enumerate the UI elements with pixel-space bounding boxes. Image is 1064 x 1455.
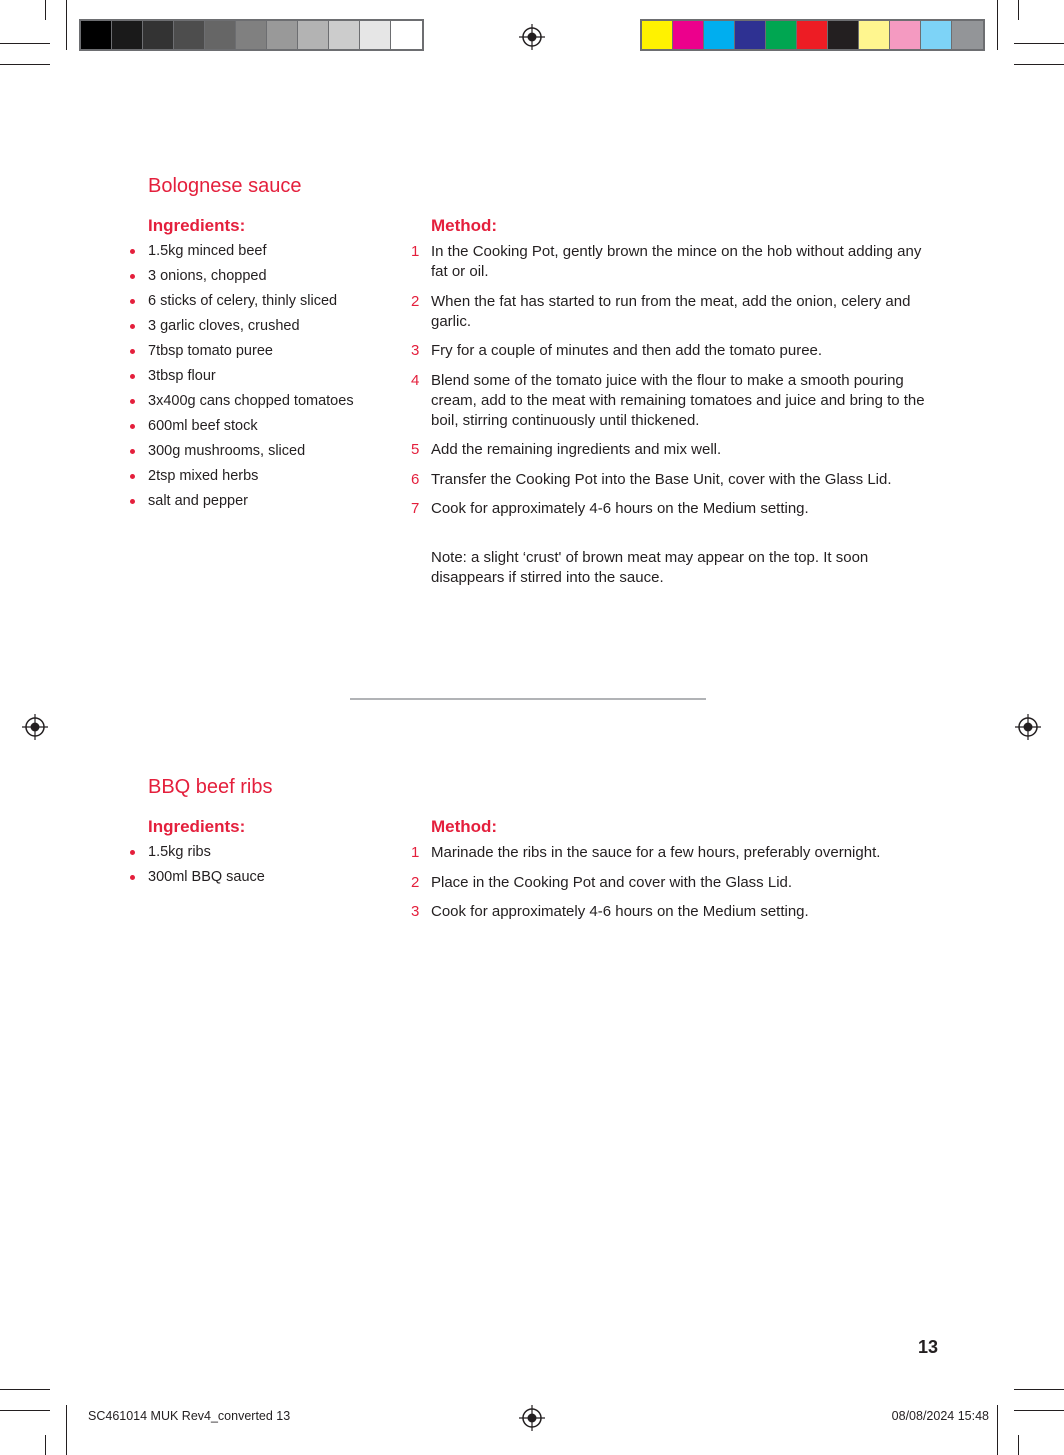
section-divider bbox=[350, 698, 706, 700]
bullet-icon bbox=[130, 399, 135, 404]
color-swatch bbox=[236, 21, 267, 49]
ingredients-list bbox=[130, 242, 354, 517]
crop-mark bbox=[1018, 0, 1019, 20]
ingredient-item bbox=[130, 267, 354, 292]
step-number: 1 bbox=[411, 844, 420, 861]
method-step bbox=[408, 242, 938, 282]
ingredient-text: 1.5kg minced beef bbox=[148, 243, 267, 259]
method-steps bbox=[408, 242, 938, 529]
color-swatch bbox=[673, 21, 704, 49]
method-step bbox=[408, 440, 938, 460]
method-step bbox=[408, 902, 938, 922]
color-swatch bbox=[859, 21, 890, 49]
crop-mark bbox=[1018, 1435, 1019, 1455]
crop-mark bbox=[45, 0, 46, 20]
recipe-title: BBQ beef ribs bbox=[148, 776, 273, 798]
registration-mark-icon bbox=[1015, 714, 1041, 740]
method-heading: Method: bbox=[431, 817, 498, 836]
method-step bbox=[408, 873, 938, 893]
crop-mark bbox=[0, 43, 50, 44]
ingredient-item bbox=[130, 292, 354, 317]
ingredient-text: 600ml beef stock bbox=[148, 418, 258, 434]
crop-mark bbox=[1014, 64, 1064, 65]
crop-mark bbox=[0, 1389, 50, 1390]
step-number: 3 bbox=[411, 342, 420, 359]
bullet-icon bbox=[130, 499, 135, 504]
ingredient-item bbox=[130, 868, 265, 893]
method-step bbox=[408, 292, 938, 332]
ingredient-text: 1.5kg ribs bbox=[148, 844, 211, 860]
color-swatch bbox=[174, 21, 205, 49]
registration-mark-icon bbox=[22, 714, 48, 740]
ingredient-item bbox=[130, 242, 354, 267]
crop-mark bbox=[0, 1410, 50, 1411]
bullet-icon bbox=[130, 249, 135, 254]
bullet-icon bbox=[130, 274, 135, 279]
method-steps bbox=[408, 843, 938, 932]
ingredients-heading: Ingredients: bbox=[148, 817, 246, 836]
ingredient-text: 6 sticks of celery, thinly sliced bbox=[148, 293, 338, 309]
grayscale-color-bar bbox=[79, 19, 424, 51]
ingredient-text: 300ml BBQ sauce bbox=[148, 869, 265, 885]
color-swatch bbox=[329, 21, 360, 49]
recipe-note: Note: a slight ‘crust' of brown meat may appear on the top. It soon disappears if stirred into the sauce. bbox=[431, 549, 869, 586]
process-color-bar bbox=[640, 19, 985, 51]
color-swatch bbox=[766, 21, 797, 49]
footer-timestamp: 08/08/2024 15:48 bbox=[891, 1409, 989, 1423]
color-swatch bbox=[391, 21, 422, 49]
step-text: Blend some of the tomato juice with the flour to make a smooth pouring cream, add to the meat with remaining tomatoes and juice and bring to the boil, stirring continuously until thickened. bbox=[431, 371, 925, 429]
color-swatch bbox=[921, 21, 952, 49]
crop-mark bbox=[0, 64, 50, 65]
color-swatch bbox=[205, 21, 236, 49]
ingredient-item bbox=[130, 843, 265, 868]
method-step bbox=[408, 843, 938, 863]
bullet-icon bbox=[130, 374, 135, 379]
ingredient-item bbox=[130, 317, 354, 342]
bullet-icon bbox=[130, 299, 135, 304]
ingredient-text: salt and pepper bbox=[148, 493, 248, 509]
color-swatch bbox=[642, 21, 673, 49]
step-number: 1 bbox=[411, 243, 420, 260]
step-text: When the fat has started to run from the meat, add the onion, celery and garlic. bbox=[431, 292, 911, 330]
recipe-title: Bolognese sauce bbox=[148, 175, 302, 197]
color-swatch bbox=[797, 21, 828, 49]
step-text: In the Cooking Pot, gently brown the mince on the hob without adding any fat or oil. bbox=[431, 243, 922, 280]
crop-mark bbox=[1014, 43, 1064, 44]
footer-file-info: SC461014 MUK Rev4_converted 13 bbox=[88, 1409, 291, 1423]
ingredients-list bbox=[130, 843, 265, 893]
step-text: Cook for approximately 4-6 hours on the Medium setting. bbox=[431, 500, 809, 517]
ingredient-item bbox=[130, 342, 354, 367]
ingredient-text: 300g mushrooms, sliced bbox=[148, 443, 306, 459]
method-step bbox=[408, 371, 938, 431]
ingredient-text: 3 onions, chopped bbox=[148, 268, 267, 284]
method-step bbox=[408, 499, 938, 519]
ingredient-item bbox=[130, 417, 354, 442]
crop-mark bbox=[1014, 1389, 1064, 1390]
registration-mark-icon bbox=[519, 1405, 545, 1431]
ingredient-item bbox=[130, 367, 354, 392]
color-swatch bbox=[952, 21, 983, 49]
bullet-icon bbox=[130, 875, 135, 880]
step-number: 7 bbox=[411, 500, 420, 517]
ingredient-text: 2tsp mixed herbs bbox=[148, 468, 259, 484]
color-swatch bbox=[298, 21, 329, 49]
bullet-icon bbox=[130, 324, 135, 329]
step-number: 6 bbox=[411, 470, 420, 488]
bullet-icon bbox=[130, 850, 135, 855]
method-step bbox=[408, 470, 938, 490]
step-number: 5 bbox=[411, 441, 420, 458]
registration-mark-icon bbox=[519, 24, 545, 50]
bullet-icon bbox=[130, 424, 135, 429]
ingredient-text: 3 garlic cloves, crushed bbox=[148, 318, 300, 334]
bullet-icon bbox=[130, 474, 135, 479]
ingredient-text: 7tbsp tomato puree bbox=[148, 343, 273, 359]
bullet-icon bbox=[130, 449, 135, 454]
step-text: Transfer the Cooking Pot into the Base Unit, cover with the Glass Lid. bbox=[431, 470, 892, 488]
color-swatch bbox=[890, 21, 921, 49]
color-swatch bbox=[143, 21, 174, 49]
method-step bbox=[408, 341, 938, 361]
step-number: 4 bbox=[411, 371, 420, 389]
color-swatch bbox=[267, 21, 298, 49]
step-number: 2 bbox=[411, 873, 420, 891]
color-swatch bbox=[360, 21, 391, 49]
method-heading: Method: bbox=[431, 216, 498, 235]
crop-mark bbox=[66, 0, 67, 50]
step-text: Marinade the ribs in the sauce for a few hours, preferably overnight. bbox=[431, 844, 881, 861]
ingredient-item bbox=[130, 442, 354, 467]
step-text: Add the remaining ingredients and mix well. bbox=[431, 441, 722, 458]
bullet-icon bbox=[130, 349, 135, 354]
color-swatch bbox=[81, 21, 112, 49]
step-text: Place in the Cooking Pot and cover with the Glass Lid. bbox=[431, 873, 793, 891]
crop-mark bbox=[997, 0, 998, 50]
ingredient-item bbox=[130, 392, 354, 417]
crop-mark bbox=[66, 1405, 67, 1455]
ingredient-item bbox=[130, 492, 354, 517]
crop-mark bbox=[997, 1405, 998, 1455]
step-number: 3 bbox=[411, 903, 420, 920]
color-swatch bbox=[735, 21, 766, 49]
crop-mark bbox=[45, 1435, 46, 1455]
crop-mark bbox=[1014, 1410, 1064, 1411]
ingredient-text: 3tbsp flour bbox=[148, 368, 216, 384]
page-number: 13 bbox=[918, 1337, 939, 1357]
step-number: 2 bbox=[411, 292, 420, 310]
color-swatch bbox=[704, 21, 735, 49]
ingredient-text: 3x400g cans chopped tomatoes bbox=[148, 393, 354, 409]
step-text: Cook for approximately 4-6 hours on the Medium setting. bbox=[431, 903, 809, 920]
color-swatch bbox=[828, 21, 859, 49]
color-swatch bbox=[112, 21, 143, 49]
ingredients-heading: Ingredients: bbox=[148, 216, 246, 235]
step-text: Fry for a couple of minutes and then add the tomato puree. bbox=[431, 342, 823, 359]
ingredient-item bbox=[130, 467, 354, 492]
